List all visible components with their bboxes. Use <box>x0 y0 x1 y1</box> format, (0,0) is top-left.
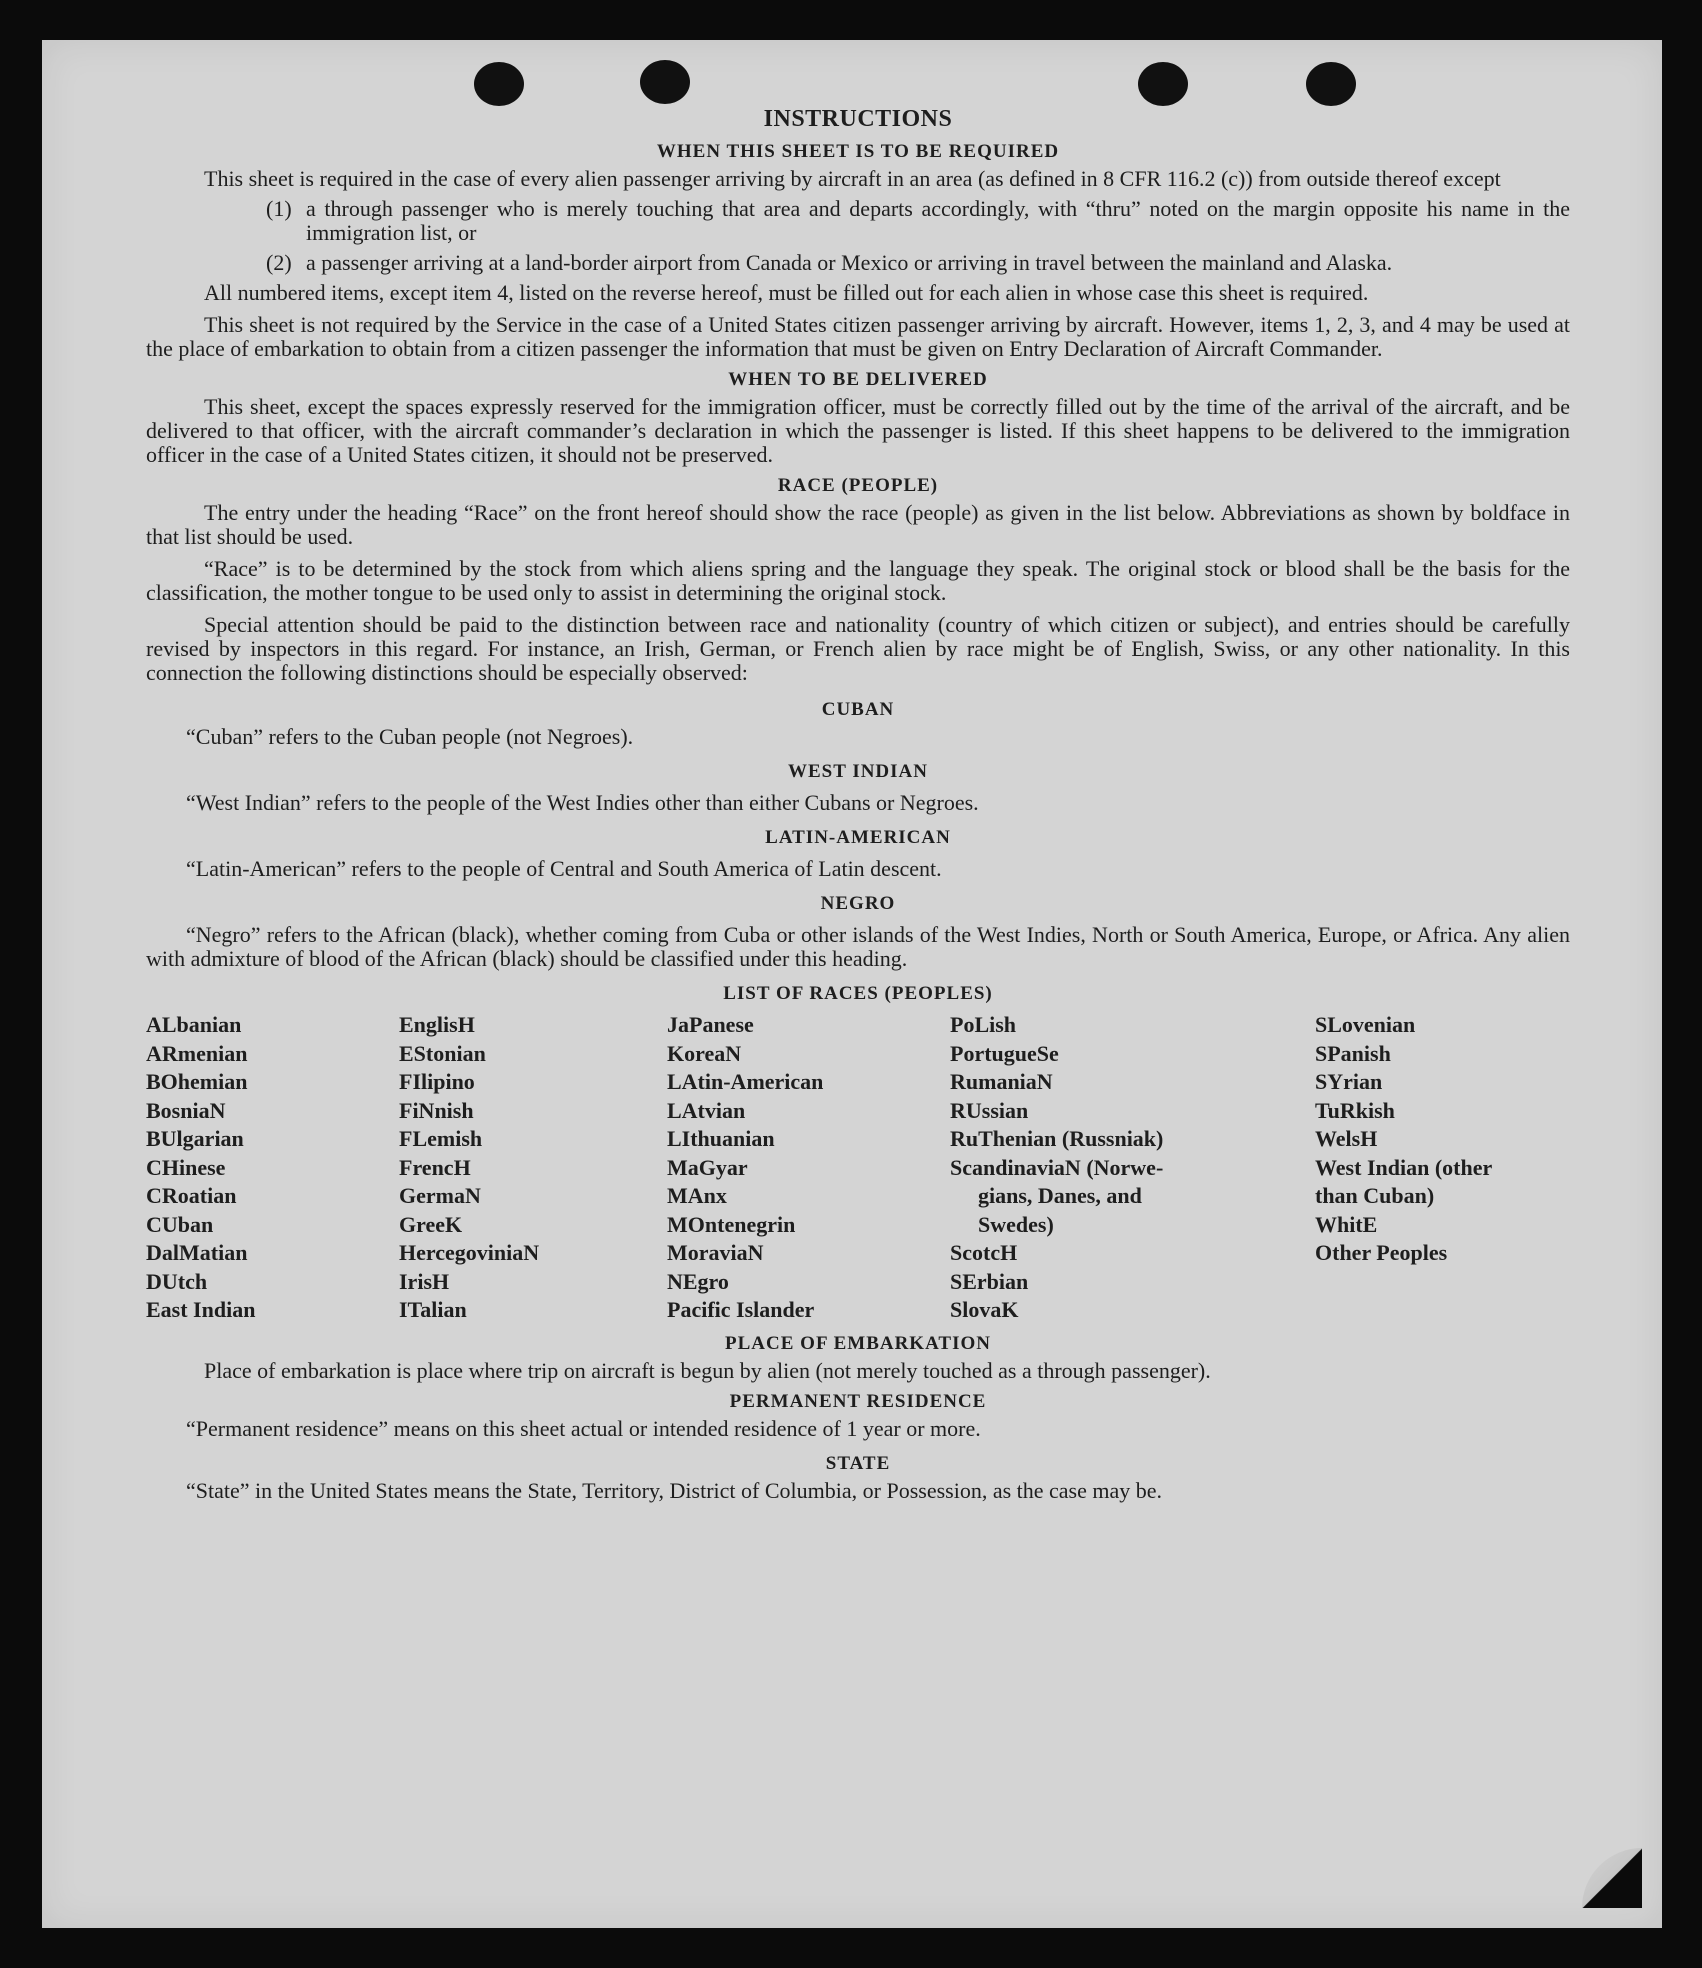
race-entry: MAnx <box>667 1183 727 1208</box>
race-entry: LAtin-American <box>667 1069 824 1094</box>
race-entry: KoreaN <box>667 1040 742 1066</box>
punch-hole <box>474 62 524 106</box>
race-entry: PoLish <box>950 1012 1017 1037</box>
race-entry: CRoatian <box>146 1183 237 1208</box>
residence-paragraph: “Permanent residence” means on this sheet actual or intended residence of 1 year or more. <box>186 1415 981 1441</box>
race-paragraph-3: Special attention should be paid to the distinction between race and nationality (country of which citizen or subject), and entries should be carefully revised by inspectors in this regard. For instance, an Irish, German, or French alien by race might be of English, Swiss, or any other nationality. In this connection the following distinctions should be especially observed: <box>146 612 1570 685</box>
section-heading-race: RACE (PEOPLE) <box>777 475 939 496</box>
cuban-paragraph: “Cuban” refers to the Cuban people (not Negroes). <box>186 724 634 749</box>
section-heading-list-of-races: LIST OF RACES (PEOPLES) <box>723 983 993 1004</box>
race-entry: CUban <box>146 1211 214 1237</box>
section-heading-required: WHEN THIS SHEET IS TO BE REQUIRED <box>656 141 1060 162</box>
race-entry: ScotcH <box>950 1240 1018 1265</box>
item-text: a passenger arriving at a land-border airport from Canada or Mexico or arriving in travel between the mainland and Alaska. <box>306 250 1393 275</box>
race-entry: PortugueSe <box>950 1040 1059 1066</box>
race-entry: FiNnish <box>399 1097 474 1123</box>
exception-item-2 <box>266 251 1570 275</box>
races-column-5 <box>1315 1011 1570 1325</box>
race-entry: FrencH <box>399 1154 471 1180</box>
race-entry: JaPanese <box>667 1012 754 1037</box>
section-heading-latin-american: LATIN-AMERICAN <box>765 827 951 848</box>
races-column-2 <box>399 1011 667 1325</box>
races-column-1 <box>146 1011 399 1325</box>
races-list <box>146 1011 1570 1325</box>
race-entry: MaGyar <box>667 1154 748 1180</box>
exception-item-1 <box>266 197 1570 245</box>
document-sheet <box>42 40 1662 1928</box>
latin-american-paragraph: “Latin-American” refers to the people of Central and South America of Latin descent. <box>186 856 942 881</box>
instructions-content <box>146 106 1570 1503</box>
numbered-items-paragraph: All numbered items, except item 4, listed on the reverse hereof, must be filled out for each alien in whose case this sheet is required. <box>204 280 1369 305</box>
race-paragraph-2: “Race” is to be determined by the stock from which aliens spring and the language they speak. The original stock or blood shall be the basis for the classification, the mother tongue to be used only to assist in determining the original stock. <box>146 556 1570 605</box>
race-entry: MOntenegrin <box>667 1211 796 1237</box>
race-entry: RumaniaN <box>950 1069 1053 1094</box>
race-entry: WhitE <box>1315 1211 1378 1237</box>
section-heading-state: STATE <box>825 1452 891 1474</box>
race-entry: CHinese <box>146 1154 226 1180</box>
race-entry: SErbian <box>950 1268 1029 1294</box>
section-heading-embarkation: PLACE OF EMBARKATION <box>725 1332 991 1354</box>
section-heading-delivered: WHEN TO BE DELIVERED <box>728 369 988 390</box>
item-text: a through passenger who is merely touching that area and departs accordingly, with “thru” noted on the margin opposite his name in the immigration list, or <box>306 196 1570 245</box>
negro-paragraph: “Negro” refers to the African (black), whether coming from Cuba or other islands of the West Indies, North or South America, Europe, or Africa. Any alien with admixture of blood of the African (black) should be classified under this heading. <box>146 922 1570 971</box>
race-entry: WelsH <box>1315 1126 1378 1151</box>
race-entry: NEgro <box>667 1268 729 1294</box>
race-entry: SLovenian <box>1315 1012 1416 1037</box>
race-entry: DalMatian <box>146 1240 248 1265</box>
required-intro: This sheet is required in the case of every alien passenger arriving by aircraft in an area (as defined in 8 CFR 116.2 (c)) from outside thereof except <box>204 166 1501 191</box>
race-entry: GreeK <box>399 1211 463 1237</box>
race-entry: TuRkish <box>1315 1097 1395 1123</box>
race-entry: RUssian <box>950 1097 1029 1123</box>
item-number: (2) <box>266 250 292 275</box>
state-paragraph: “State” in the United States means the State, Territory, District of Columbia, or Possession, as the case may be. <box>186 1477 1163 1503</box>
race-paragraph-1: The entry under the heading “Race” on the front hereof should show the race (people) as given in the list below. Abbreviations as shown by boldface in that list should be used. <box>146 500 1570 549</box>
race-entry: ITalian <box>399 1297 467 1322</box>
race-entry: SYrian <box>1315 1069 1383 1094</box>
race-entry: BosniaN <box>146 1097 226 1123</box>
race-entry-continued: gians, Danes, and <box>978 1183 1142 1208</box>
west-indian-paragraph: “West Indian” refers to the people of the West Indies other than either Cubans or Negroes. <box>186 790 979 815</box>
race-entry: HercegoviniaN <box>399 1240 540 1265</box>
race-entry: RuThenian (Russniak) <box>950 1126 1164 1151</box>
races-column-3 <box>667 1011 950 1325</box>
race-entry: BUlgarian <box>146 1126 244 1151</box>
race-entry: FIlipino <box>399 1069 475 1094</box>
race-entry: LIthuanian <box>667 1126 775 1151</box>
race-entry: DUtch <box>146 1268 208 1294</box>
race-entry: Other Peoples <box>1315 1240 1448 1265</box>
race-entry: Pacific Islander <box>667 1297 815 1322</box>
races-column-4 <box>950 1011 1315 1325</box>
race-entry-continued: Swedes) <box>978 1211 1054 1237</box>
citizen-paragraph: This sheet is not required by the Service in the case of a United States citizen passenger arriving by aircraft. However, items 1, 2, 3, and 4 may be used at the place of embarkation to obtain from a citizen passenger the information that must be given on Entry Declaration of Aircraft Commander. <box>146 312 1570 361</box>
punch-hole <box>1306 62 1356 106</box>
race-entry: FLemish <box>399 1126 483 1151</box>
delivered-paragraph: This sheet, except the spaces expressly reserved for the immigration officer, must be correctly filled out by the time of the arrival of the aircraft, and be delivered to that officer, with the aircraft commander’s declaration in which the passenger is listed. If this sheet happens to be delivered to the immigration officer in the case of a United States citizen, it should not be preserved. <box>146 394 1570 467</box>
item-number: (1) <box>266 196 292 221</box>
race-entry: East Indian <box>146 1297 256 1322</box>
race-entry: SPanish <box>1315 1040 1391 1066</box>
embarkation-paragraph: Place of embarkation is place where trip on aircraft is begun by alien (not merely touched as a through passenger). <box>204 1357 1211 1383</box>
race-entry: GermaN <box>399 1183 481 1208</box>
race-entry: West Indian (other <box>1315 1154 1493 1180</box>
section-heading-permanent-residence: PERMANENT RESIDENCE <box>729 1390 987 1412</box>
race-entry: IrisH <box>399 1268 450 1294</box>
race-entry: SlovaK <box>950 1297 1019 1322</box>
page-corner-curl <box>1582 1848 1642 1908</box>
race-entry-continued: than Cuban) <box>1315 1183 1435 1208</box>
punch-hole <box>640 60 690 104</box>
race-entry: EnglisH <box>399 1012 475 1037</box>
race-entry: ARmenian <box>146 1040 248 1066</box>
race-entry: ALbanian <box>146 1012 242 1037</box>
section-heading-west-indian: WEST INDIAN <box>788 761 928 782</box>
punch-hole <box>1138 62 1188 106</box>
race-entry: ScandinaviaN (Norwe- <box>950 1154 1164 1180</box>
race-entry: EStonian <box>399 1040 486 1066</box>
page-title: INSTRUCTIONS <box>763 106 953 132</box>
section-heading-negro: NEGRO <box>820 893 896 914</box>
section-heading-cuban: CUBAN <box>821 699 895 720</box>
race-entry: LAtvian <box>667 1097 746 1123</box>
race-entry: BOhemian <box>146 1069 248 1094</box>
race-entry: MoraviaN <box>667 1240 764 1265</box>
